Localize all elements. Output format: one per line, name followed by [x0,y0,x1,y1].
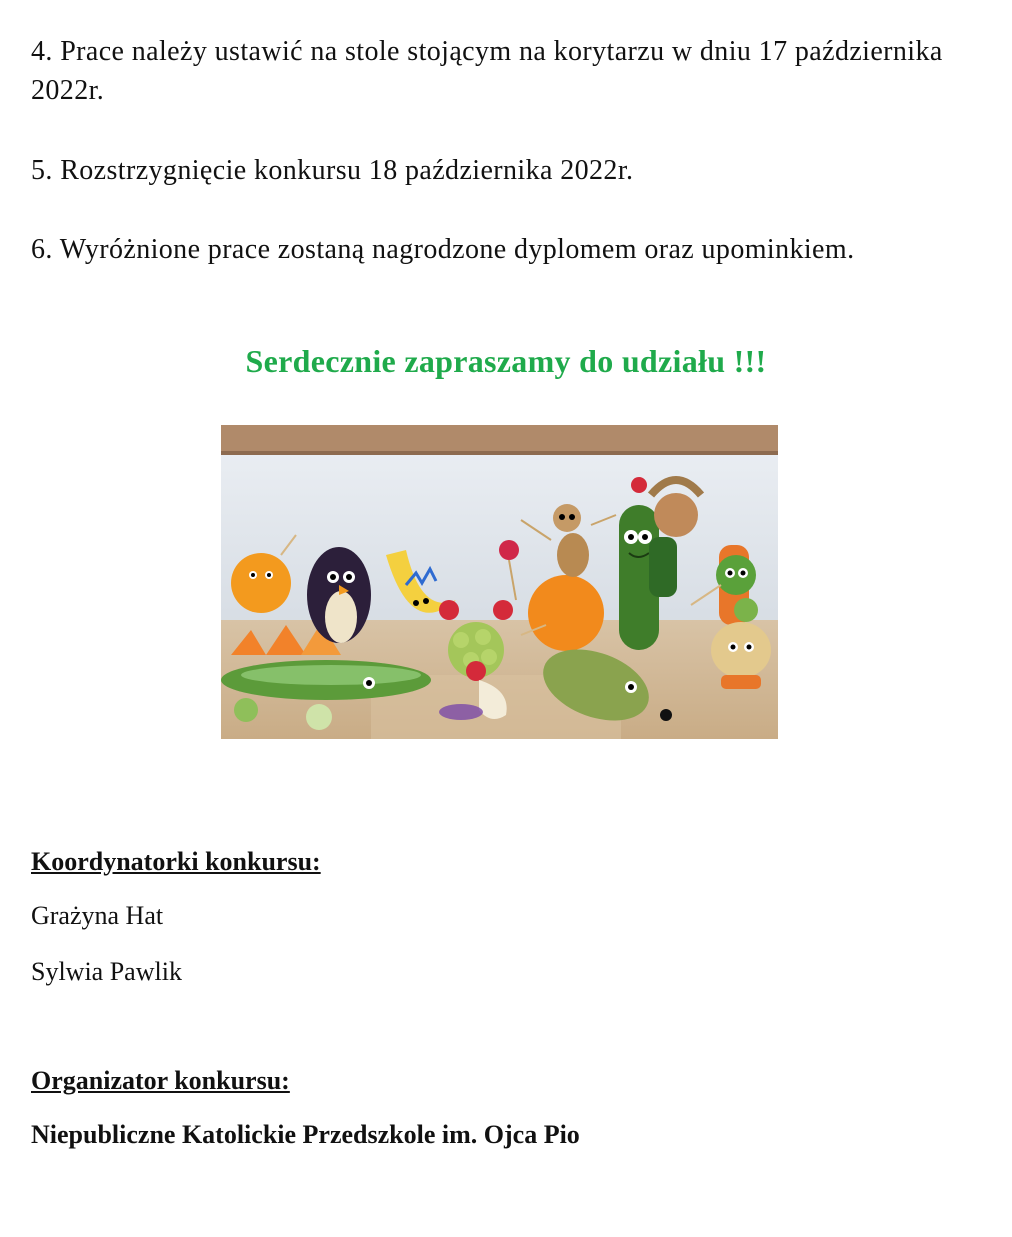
vegetable-figures-photo [221,425,778,739]
organizer-heading: Organizator konkursu: [31,1066,290,1095]
coordinators-heading: Koordynatorki konkursu: [31,847,321,876]
rule-4-text: 4. Prace należy ustawić na stole stojącym na korytarzu w dniu 17 października 2022r. [31,36,943,106]
invitation-text: Serdecznie zapraszamy do udziału !!! [245,343,767,379]
rule-5-text: 5. Rozstrzygnięcie konkursu 18 października 2022r. [31,155,634,186]
rule-6-text: 6. Wyróżnione prace zostaną nagrodzone dyplomem oraz upominkiem. [31,234,855,265]
coordinator-name: Sylwia Pawlik [31,957,182,986]
coordinator-name: Grażyna Hat [31,901,164,930]
organizer-name: Niepubliczne Katolickie Przedszkole im. Ojca Pio [31,1120,580,1149]
